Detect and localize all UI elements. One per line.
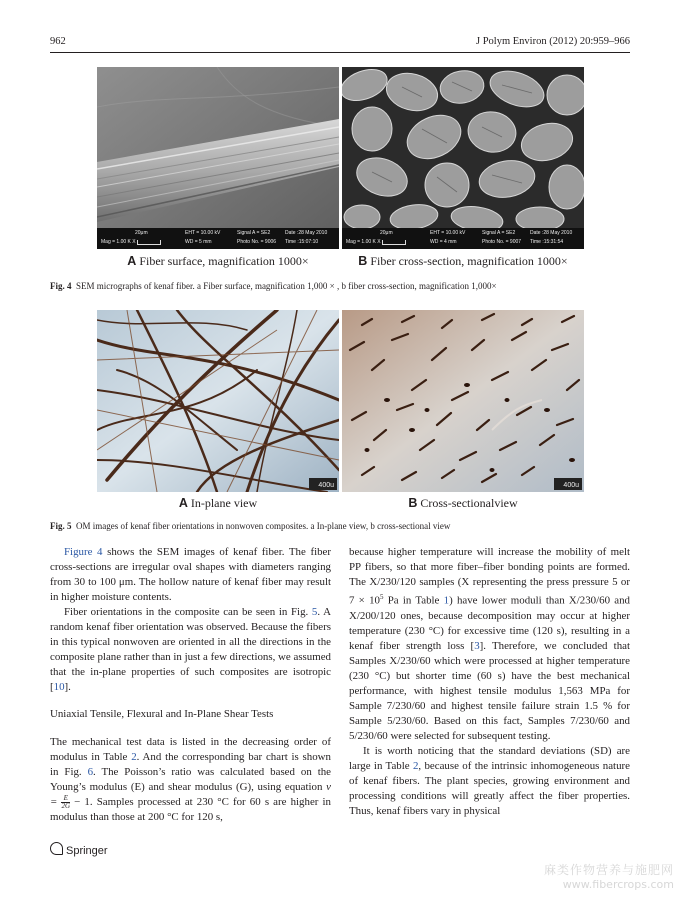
fig4a-label-text: Fiber surface, magnification 1000× xyxy=(139,254,309,268)
fig5b-letter: B xyxy=(408,496,418,510)
fig4a-sem-illustration xyxy=(97,67,339,249)
paragraph-text: The mechanical test data is listed in the decreasing order of modulus in Table xyxy=(50,735,331,763)
databar-eht: EHT = 10.00 kV xyxy=(430,230,466,236)
databar-mag: Mag = 1.00 K X xyxy=(346,239,381,245)
fig4-caption-text: SEM micrographs of kenaf fiber. a Fiber surface, magnification 1,000 × , b fiber cross-section, magnification 1,000× xyxy=(76,281,497,291)
citation-ref[interactable]: 3 xyxy=(474,639,480,652)
fig5a-letter: A xyxy=(178,496,188,510)
fig4b-sem-image xyxy=(342,67,584,249)
databar-wd: WD = 4 mm xyxy=(430,239,457,245)
fig4b-sem-illustration xyxy=(342,67,584,249)
right-paragraph-2 xyxy=(349,744,630,819)
fig5b-label-text: Cross-sectionalview xyxy=(420,496,518,510)
citation-ref[interactable]: 10 xyxy=(53,681,65,694)
databar-photo: Photo No. = 9007 xyxy=(482,239,522,245)
fig4a-label xyxy=(97,254,339,269)
page-number: 962 xyxy=(50,36,66,47)
fig4a-sem-image xyxy=(97,67,339,249)
fig5a-label xyxy=(97,496,339,511)
databar-scale-bar xyxy=(137,240,161,245)
fig4b-databar xyxy=(342,228,584,249)
fig4a-letter: A xyxy=(127,254,137,268)
fig5b-label xyxy=(342,496,584,511)
databar-scale: 20μm xyxy=(135,230,148,236)
paragraph-text: It is worth noticing that the standard deviations (SD) are large in Table xyxy=(349,745,630,773)
databar-eht: EHT = 10.00 kV xyxy=(185,230,221,236)
table-ref[interactable]: 2 xyxy=(412,760,419,773)
fig5b-scale-label: 400u xyxy=(563,482,579,489)
left-paragraph-1 xyxy=(50,545,331,605)
fig4b-label-text: Fiber cross-section, magnification 1000× xyxy=(370,254,568,268)
fig4-caption-label: Fig. 4 xyxy=(50,281,72,291)
exponent: 5 xyxy=(379,593,384,602)
paragraph-text: ]. Therefore, we concluded that Samples X/230/60 which were processed at higher temperature (230 °C) but shorter time (60 s) have the best mechanical performance, with highest tensile modulus 1,563 MPa for Sample 7/230/60 and highest tensile failure strain 1.5 % for Sample 5/230/60. Based on this fact, Samples 7/230/60 and 5/230/60 were selected for subsequent testing. xyxy=(349,639,630,743)
databar-scale: 20μm xyxy=(380,230,393,236)
fig5-caption-text: OM images of kenaf fiber orientations in nonwoven composites. a In-plane view, b cross-sectional view xyxy=(76,521,451,531)
equation-denominator: 2G xyxy=(61,801,71,810)
springer-horse-icon xyxy=(50,842,63,855)
publisher-logo xyxy=(50,842,108,857)
paragraph-text: ) have lower moduli than X/230/60 and X/200/120 ones, because decomposition may occur at higher temperature (230 °C) for excessive time (120 s), resulting in a kenaf fiber strength loss [ xyxy=(349,594,630,652)
databar-signal: Signal A = SE2 xyxy=(482,230,516,236)
fig5-caption-label: Fig. 5 xyxy=(50,521,72,531)
fig5b-om-image xyxy=(342,310,584,492)
table-ref[interactable]: 1 xyxy=(443,594,450,607)
header-rule xyxy=(50,52,630,53)
fig5-caption xyxy=(50,520,630,532)
fig5a-scale-label: 400u xyxy=(318,482,334,489)
fig5a-om-illustration xyxy=(97,310,339,492)
journal-reference: J Polym Environ (2012) 20:959–966 xyxy=(476,36,630,47)
section-title: Uniaxial Tensile, Flexural and In-Plane Shear Tests xyxy=(50,708,274,721)
left-paragraph-2 xyxy=(50,605,331,695)
watermark-line-1: 麻类作物营养与施肥网 xyxy=(543,863,674,877)
paragraph-text: . Samples processed at 230 °C for 60 s are higher in modulus than those at 200 °C for 120 s, xyxy=(50,795,331,823)
table-ref[interactable]: 2 xyxy=(131,750,137,763)
databar-time: Time :15:07:10 xyxy=(285,239,319,245)
databar-date: Date :28 May 2010 xyxy=(530,230,573,236)
databar-wd: WD = 5 mm xyxy=(185,239,212,245)
paragraph-text: Pa in Table xyxy=(383,594,444,607)
equation-lhs: ν = xyxy=(50,780,331,808)
fig4-caption xyxy=(50,280,630,292)
watermark-line-2: www.fibercrops.com xyxy=(562,878,674,891)
left-column xyxy=(50,545,331,825)
paragraph-text: shows the SEM images of kenaf fiber. The fiber cross-sections are irregular oval shapes with diameters ranging from 30 to 100 μm. The hollow nature of kenaf fiber may result in higher moisture contents. xyxy=(50,546,331,604)
paragraph-text: ]. xyxy=(64,681,71,694)
fig4a-databar xyxy=(97,228,339,249)
figure-ref[interactable]: Figure 4 xyxy=(64,546,103,558)
paragraph-text: , because of the intrinsic inhomogeneous nature of kenaf fibers. The plant species, growing environment and processing conditions will greatly affect the fiber properties. Thus, kenaf fibers vary in physical xyxy=(349,760,630,818)
right-paragraph-1 xyxy=(349,545,630,744)
equation-numerator: E xyxy=(61,795,70,803)
figure-ref[interactable]: 5 xyxy=(311,606,318,619)
publisher-name: Springer xyxy=(66,845,108,857)
right-column xyxy=(349,545,630,819)
paragraph-text: because higher temperature will increase the mobility of melt PP fibers, so that more fiber–fiber bonding points are formed. The X/230/120 samples (X representing the press pressure 5 or 7 × 10 xyxy=(349,546,630,607)
equation-rhs: − 1 xyxy=(74,795,90,808)
databar-mag: Mag = 1.00 K X xyxy=(101,239,136,245)
databar-scale-bar xyxy=(382,240,406,245)
fig5b-om-illustration xyxy=(342,310,584,492)
fig4b-letter: B xyxy=(358,254,368,268)
paragraph-text: Fiber orientations in the composite can be seen in Fig. xyxy=(64,606,312,619)
databar-photo: Photo No. = 9006 xyxy=(237,239,277,245)
databar-time: Time :15:31:54 xyxy=(530,239,564,245)
fig5a-label-text: In-plane view xyxy=(190,496,258,510)
paragraph-text: . And the corresponding bar chart is shown in Fig. xyxy=(50,750,331,778)
left-paragraph-3 xyxy=(50,735,331,825)
fig5a-om-image xyxy=(97,310,339,492)
databar-signal: Signal A = SE2 xyxy=(237,230,271,236)
fig4b-label xyxy=(342,254,584,269)
paragraph-text: . A random kenaf fiber orientation was observed. Because the fibers in this typical nonwoven are oriented in all the directions in the composite plane rather than in just a few directions, we assumed that the in-plane properties of such composites are isotropic [ xyxy=(50,606,331,694)
paragraph-text: . The Poisson’s ratio was calculated based on the Young’s modulus (E) and shear modulus (G), using equation xyxy=(50,765,331,793)
figure-ref[interactable]: 6 xyxy=(87,765,94,778)
databar-date: Date :28 May 2010 xyxy=(285,230,328,236)
watermark xyxy=(544,861,674,891)
